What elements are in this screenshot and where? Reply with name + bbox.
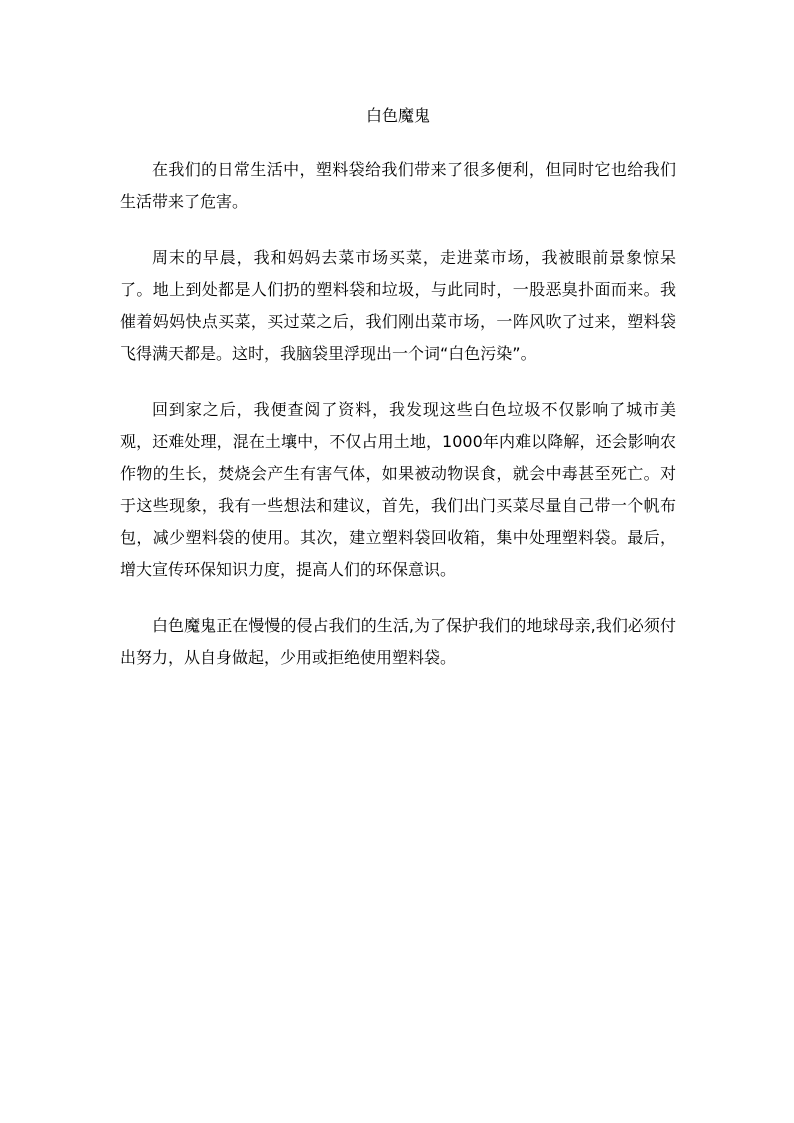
paragraph-intro: 在我们的日常生活中，塑料袋给我们带来了很多便利，但同时它也给我们生活带来了危害。 <box>120 160 676 211</box>
document-title: 白色魔鬼 <box>365 106 430 125</box>
paragraph-market-scene: 周末的早晨，我和妈妈去菜市场买菜，走进菜市场，我被眼前景象惊呆了。地上到处都是人们扔的塑料袋和垃圾，与此同时，一股恶臭扑面而来。我催着妈妈快点买菜，买过菜之后，我们刚出菜市场，一阵风吹了过来，塑料袋飞得满天都是。这时，我脑袋里浮现出一个词“白色污染”。 <box>120 248 676 363</box>
paragraph-conclusion: 白色魔鬼正在慢慢的侵占我们的生活,为了保护我们的地球母亲,我们必须付出努力，从自身做起，少用或拒绝使用塑料袋。 <box>120 616 676 667</box>
paragraph-research-suggestions: 回到家之后，我便查阅了资料，我发现这些白色垃圾不仅影响了城市美观，还难处理，混在土壤中，不仅占用土地，1000年内难以降解，还会影响农作物的生长，焚烧会产生有害气体，如果被动物误食，就会中毒甚至死亡。对于这些现象，我有一些想法和建议，首先，我们出门买菜尽量自己带一个帆布包，减少塑料袋的使用。其次，建立塑料袋回收箱，集中处理塑料袋。最后，增大宣传环保知识力度，提高人们的环保意识。 <box>120 400 676 579</box>
document-body <box>120 100 676 698</box>
